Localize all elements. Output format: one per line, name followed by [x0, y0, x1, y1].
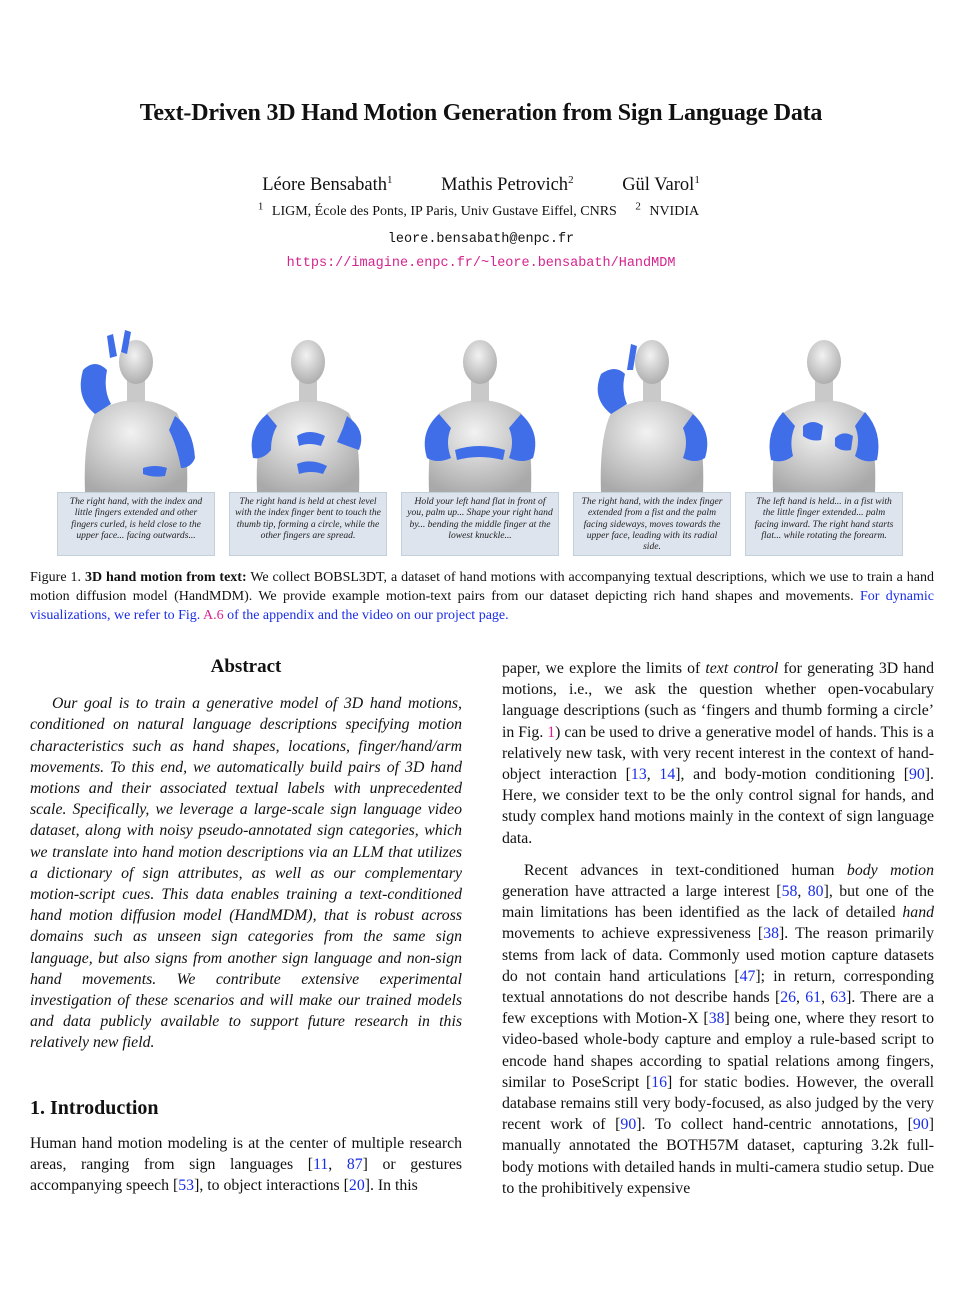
avatar-render-image — [743, 318, 905, 493]
figure-panel — [743, 318, 905, 558]
citation-link[interactable]: 90 — [620, 1116, 637, 1134]
citation-link[interactable]: 38 — [708, 1010, 725, 1028]
panel-caption: The right hand, with the index finger extended from a fist and the palm facing sideways, moves towards the upper face, leading with its radial side. — [573, 492, 731, 556]
figure-ref-link[interactable]: A.6 — [203, 608, 224, 623]
figure-ref-link[interactable]: 1 — [547, 723, 556, 741]
left-column — [30, 656, 462, 1196]
intro-paragraph: Recent advances in text-conditioned human body motion generation have attracted a large interest [58, 80], but one of the main limitations has been identified as the lack of detailed hand movements to achieve expressiveness [38]. The reason primarily stems from lack of data. Commonly used motion capture datasets do not contain hand articulations [47]; in return, corresponding textual annotations do not describe hands [26, 61, 63]. There are a few exceptions with Motion-X [38] being one, where they resort to video-based whole-body capture and employ a rule-based script to encode hand shapes according to spatial relations among fingers, similar to PoseScript [16] for static bodies. However, the overall database remains still very body-focused, as also judged by the very recent work of [90]. To collect hand-centric annotations, [90] manually annotated the BOTH57M dataset, capturing 3.2k full-body motions with detailed hands in multi-camera studio setup. Due to the prohibitively expensive — [502, 861, 935, 1197]
avatar-render-image — [227, 318, 389, 493]
avatar-render-image — [399, 318, 561, 493]
teaser-figure — [55, 318, 907, 558]
author-3: Gül Varol$^1$ — [622, 173, 700, 195]
citation-link[interactable]: 87 — [346, 1156, 363, 1174]
citation-link[interactable]: 53 — [178, 1177, 195, 1195]
figure-panel — [227, 318, 389, 558]
citation-link[interactable]: 38 — [763, 925, 779, 943]
figure-panel — [571, 318, 733, 558]
citation-link[interactable]: 90 — [912, 1116, 929, 1134]
affiliation-1: $^1$ LIGM, École des Ponts, IP Paris, Univ Gustave Eiffel, CNRS — [257, 200, 617, 219]
panel-caption: Hold your left hand flat in front of you, palm up... Shape your right hand by... bending the middle finger at the lowest knuckle... — [401, 492, 559, 556]
citation-link[interactable]: 80 — [807, 883, 824, 901]
panel-caption: The right hand is held at chest level with the index finger bent to touch the thumb tip, forming a circle, while the other fingers are spread. — [229, 492, 387, 556]
citation-link[interactable]: 11 — [313, 1156, 329, 1174]
citation-link[interactable]: 63 — [830, 989, 847, 1007]
author-2: Mathis Petrovich$^2$ — [441, 173, 574, 195]
citation-link[interactable]: 14 — [659, 766, 676, 784]
avatar-render-image — [571, 318, 733, 493]
affiliations — [0, 200, 962, 220]
citation-link[interactable]: 26 — [780, 989, 797, 1007]
author-email[interactable]: leore.bensabath@enpc.fr — [387, 232, 575, 247]
citation-link[interactable]: 61 — [805, 989, 822, 1007]
figure-panel — [399, 318, 561, 558]
avatar-render-image — [55, 318, 217, 493]
figure-panel — [55, 318, 217, 558]
panel-caption: The left hand is held... in a fist with the little finger extended... palm facing inward. The right hand starts flat... while rotating the forearm. — [745, 492, 903, 556]
introduction-heading: 1. Introduction — [30, 1096, 159, 1119]
panel-caption: The right hand, with the index and little fingers extended and other fingers curled, is held close to the upper face... facing outwards... — [57, 492, 215, 556]
intro-paragraph: Human hand motion modeling is at the center of multiple research areas, ranging from sign languages [11, 87] or gestures accompanying speech [53], to object interactions [20]. In this — [30, 1134, 462, 1195]
intro-paragraph: paper, we explore the limits of text control for generating 3D hand motions, i.e., we ask the question whether open-vocabulary language descriptions (such as ‘fingers and thumb forming a circle’ in Fig. 1) can be used to drive a generative model of hands. This is a relatively new task, with very recent interest in the context of hand-object interaction [13, 14], and body-motion conditioning [90]. Here, we consider text to be the only control signal for hands, and study complex hand motions mainly in the context of sign language data. — [502, 660, 935, 847]
author-list — [0, 175, 962, 196]
affiliation-2: $^2$ NVIDIA — [635, 200, 700, 219]
paper-title: Text-Driven 3D Hand Motion Generation from Sign Language Data — [139, 100, 823, 126]
project-url[interactable]: https://imagine.enpc.fr/~leore.bensabath/HandMDM — [286, 256, 676, 271]
author-1: Léore Bensabath$^1$ — [262, 173, 393, 195]
right-column — [502, 658, 934, 1199]
citation-link[interactable]: 16 — [651, 1073, 667, 1091]
figure-caption: Figure 1. 3D hand motion from text: We collect BOBSL3DT, a dataset of hand motions with accompanying textual descriptions, which we use to train a hand motion diffusion model (HandMDM). We provide example motion-text pairs from our dataset depicting rich hand shapes and movements. For dynamic visualizations, we refer to Fig. A.6 of the appendix and the video on our project page. — [30, 570, 934, 623]
citation-link[interactable]: 20 — [348, 1177, 365, 1195]
citation-link[interactable]: 47 — [739, 967, 756, 985]
citation-link[interactable]: 13 — [630, 766, 647, 784]
abstract-text: Our goal is to train a generative model of 3D hand motions, conditioned on natural language descriptions specifying motion characteristics such as hand shapes, locations, finger/hand/arm movements. To this end, we automatically build pairs of 3D hand motions and their associated textual labels with unprecedented scale. Specifically, we leverage a large-scale sign language video dataset, along with noisy pseudo-annotated sign categories, which we translate into hand motion descriptions via an LLM that utilizes a dictionary of sign attributes, as well as our complementary motion-script cues. This data enables training a text-conditioned hand motion diffusion model (HandMDM), that is robust across domains such as unseen sign categories from the same sign language, but also signs from another sign language and non-sign hand movements. We contribute extensive experimental investigation of these scenarios and will make our trained models and data publicly available to support future research in this relatively new field. — [30, 695, 462, 1052]
citation-link[interactable]: 58 — [781, 883, 798, 901]
abstract-heading: Abstract — [210, 656, 282, 677]
citation-link[interactable]: 90 — [908, 766, 925, 784]
